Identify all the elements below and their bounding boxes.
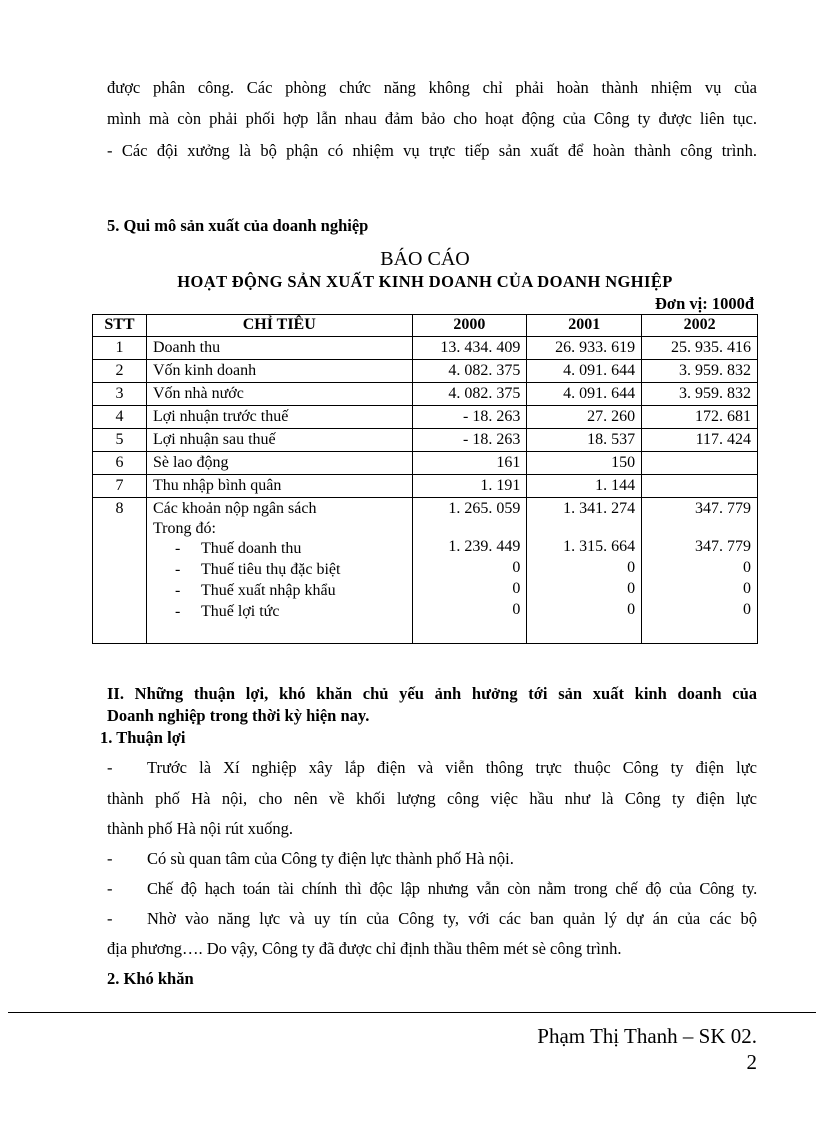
value: 1. 315. 664	[563, 538, 636, 555]
bullet-icon: -	[107, 758, 113, 777]
row-value-2001: 4. 091. 644	[527, 383, 642, 406]
row-label: Các khoản nộp ngân sách	[152, 500, 317, 517]
row-stt: 2	[93, 360, 147, 383]
row-label-cell	[146, 498, 412, 644]
row-value-2000: 13. 434. 409	[412, 337, 527, 360]
row-values-2000	[412, 498, 527, 644]
footer-divider	[8, 1012, 816, 1013]
sub-item	[153, 559, 406, 580]
advantage-4-text: Nhờ vào năng lực và uy tín của Công ty, với các ban quản lý dự án của các bộ	[147, 909, 757, 928]
row-value-2000: 4. 082. 375	[412, 383, 527, 406]
row-label: Vốn kinh doanh	[146, 360, 412, 383]
row-label: Thu nhập bình quân	[146, 475, 412, 498]
row-label: Sè lao động	[146, 452, 412, 475]
advantage-1-line-1	[107, 757, 757, 779]
bullet-icon: -	[107, 909, 113, 928]
table-row	[93, 429, 758, 452]
row-value-2002: 3. 959. 832	[642, 360, 758, 383]
row-value-2001: 27. 260	[527, 406, 642, 429]
row-value-2002: 117. 424	[642, 429, 758, 452]
row-value-2000: 1. 191	[412, 475, 527, 498]
row-value-2002: 3. 959. 832	[642, 383, 758, 406]
row-value-2002	[642, 452, 758, 475]
value: 0	[743, 559, 751, 576]
advantages-heading: 1. Thuận lợi	[100, 728, 186, 747]
row-stt: 1	[93, 337, 147, 360]
value: 347. 779	[695, 538, 751, 555]
row-values-2001	[527, 498, 642, 644]
table-row	[93, 360, 758, 383]
sub-item	[153, 538, 406, 559]
table-header-row	[93, 315, 758, 337]
advantage-1-line-2: thành phố Hà nội, cho nên về khối lượng công việc hầu như là Công ty điện lực	[107, 789, 757, 808]
row-value-2001: 1. 144	[527, 475, 642, 498]
report-title: BÁO CÁO	[380, 248, 470, 270]
advantage-1-text: Trước là Xí nghiệp xây lắp điện và viễn thông trực thuộc Công ty điện lực	[147, 758, 757, 777]
row-stt: 6	[93, 452, 147, 475]
intro-line-2: mình mà còn phải phối hợp lẫn nhau đảm bảo cho hoạt động của Công ty được liên tục.	[107, 109, 757, 128]
value: 1. 265. 059	[448, 500, 521, 517]
header-2001: 2001	[527, 315, 642, 337]
row-value-2001: 4. 091. 644	[527, 360, 642, 383]
value: 0	[627, 601, 636, 618]
advantage-1-line-3: thành phố Hà nội rút xuống.	[107, 819, 294, 838]
row-label: Vốn nhà nước	[146, 383, 412, 406]
row-value-2002: 172. 681	[642, 406, 758, 429]
header-2000: 2000	[412, 315, 527, 337]
advantage-3-text: Chế độ hạch toán tài chính thì độc lập nhưng vẫn còn nằm trong chế độ của Công ty.	[147, 879, 757, 898]
header-stt: STT	[93, 315, 147, 337]
value: 1. 341. 274	[563, 500, 636, 517]
sub-item-label: Thuế tiêu thụ đặc biệt	[200, 561, 341, 578]
row-value-2002	[642, 475, 758, 498]
report-subtitle: HOẠT ĐỘNG SẢN XUẤT KINH DOANH CỦA DOANH NGHIỆP	[177, 272, 673, 291]
value: 0	[512, 601, 521, 618]
value: 0	[743, 601, 751, 618]
advantage-3	[107, 878, 757, 900]
row-value-2001: 150	[527, 452, 642, 475]
sub-item-label: Thuế doanh thu	[200, 540, 302, 557]
value: 0	[743, 580, 751, 597]
bullet-icon: -	[107, 879, 113, 898]
header-indicator: CHỈ TIÊU	[146, 315, 412, 337]
report-unit: Đơn vị: 1000đ	[655, 294, 754, 313]
bullet-icon: -	[174, 540, 181, 557]
row-stt: 3	[93, 383, 147, 406]
row-stt: 5	[93, 429, 147, 452]
sub-item	[153, 601, 406, 622]
table-row	[93, 337, 758, 360]
row-value-2000: 161	[412, 452, 527, 475]
value: 1. 239. 449	[448, 538, 521, 555]
value: 0	[627, 580, 636, 597]
bullet-icon: -	[174, 603, 181, 620]
value: 0	[627, 559, 636, 576]
section-2-heading-line-1: II. Những thuận lợi, khó khăn chủ yếu ảnh hưởng tới sản xuất kinh doanh của	[107, 684, 757, 703]
advantage-4-line-2: địa phương…. Do vậy, Công ty đã được chỉ định thầu thêm mét sè công trình.	[107, 939, 622, 958]
bullet-icon: -	[174, 561, 181, 578]
table-row	[93, 383, 758, 406]
table-row	[93, 406, 758, 429]
row-value-2000: 4. 082. 375	[412, 360, 527, 383]
bullet-icon: -	[107, 849, 113, 868]
footer-author: Phạm Thị Thanh – SK 02.	[537, 1024, 757, 1048]
value: 347. 779	[695, 500, 751, 517]
page-number: 2	[746, 1050, 757, 1074]
row-values-2002	[642, 498, 758, 644]
row-value-2001: 18. 537	[527, 429, 642, 452]
intro-line-3: - Các đội xưởng là bộ phận có nhiệm vụ trực tiếp sản xuất để hoàn thành công trình.	[107, 141, 757, 160]
advantage-2	[107, 848, 757, 870]
sub-item	[153, 580, 406, 601]
bullet-icon: -	[174, 582, 181, 599]
advantage-4-line-1	[107, 908, 757, 930]
of-which-label: Trong đó:	[152, 520, 216, 537]
section-2-heading-line-2: Doanh nghiệp trong thời kỳ hiện nay.	[107, 706, 370, 725]
section-5-heading: 5. Qui mô sản xuất của doanh nghiệp	[107, 216, 369, 235]
table-row-budget	[93, 498, 758, 644]
row-stt: 4	[93, 406, 147, 429]
row-label: Doanh thu	[146, 337, 412, 360]
header-2002: 2002	[642, 315, 758, 337]
report-table	[92, 314, 758, 644]
row-value-2000: - 18. 263	[412, 429, 527, 452]
row-label: Lợi nhuận trước thuế	[146, 406, 412, 429]
row-value-2000: - 18. 263	[412, 406, 527, 429]
row-stt: 8	[93, 498, 147, 644]
row-stt: 7	[93, 475, 147, 498]
intro-line-1: được phân công. Các phòng chức năng không chỉ phải hoàn thành nhiệm vụ của	[107, 78, 757, 97]
table-row	[93, 475, 758, 498]
advantage-2-text: Có sù quan tâm của Công ty điện lực thành phố Hà nội.	[147, 849, 514, 868]
row-label: Lợi nhuận sau thuế	[146, 429, 412, 452]
row-value-2001: 26. 933. 619	[527, 337, 642, 360]
difficulties-heading: 2. Khó khăn	[107, 969, 194, 988]
value: 0	[512, 559, 521, 576]
value: 0	[512, 580, 521, 597]
table-row	[93, 452, 758, 475]
row-value-2002: 25. 935. 416	[642, 337, 758, 360]
sub-item-label: Thuế xuất nhập khẩu	[200, 582, 336, 599]
sub-item-label: Thuế lợi tức	[200, 603, 280, 620]
